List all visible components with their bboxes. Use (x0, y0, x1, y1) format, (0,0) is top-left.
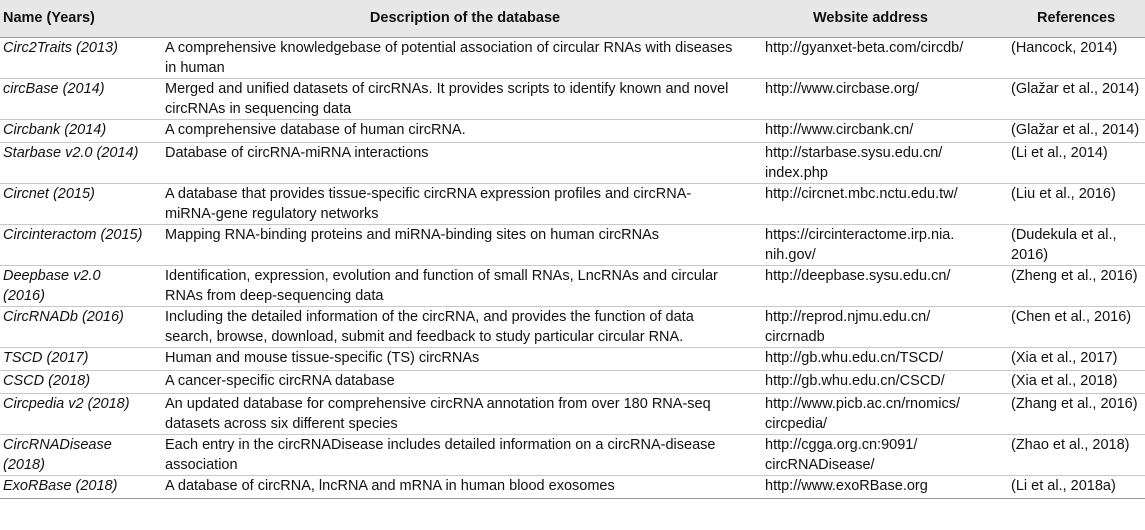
cell-reference: (Dudekula et al., 2016) (1011, 227, 1117, 263)
cell-website: http://www.circbank.cn/ (765, 122, 914, 138)
cell-name: TSCD (2017) (3, 350, 89, 366)
cell-reference: (Zheng et al., 2016) (1011, 268, 1138, 284)
cell-name: Deepbase v2.0 (2016) (3, 268, 101, 304)
cell-name: CircRNADisease (2018) (3, 437, 112, 473)
table-row (0, 348, 1145, 371)
header-name: Name (Years) (3, 9, 95, 26)
cell-description: A database of circRNA, lncRNA and mRNA in human blood exosomes (165, 478, 615, 494)
table-row (0, 266, 1145, 307)
cell-name: Starbase v2.0 (2014) (3, 145, 139, 161)
cell-website: http://cgga.org.cn:9091/ circRNADisease/ (765, 437, 918, 473)
cell-website: http://www.circbase.org/ (765, 81, 919, 97)
cell-description: Each entry in the circRNADisease includes detailed information on a circRNA-disease association (165, 437, 716, 473)
cell-website: http://deepbase.sysu.edu.cn/ (765, 268, 951, 284)
cell-reference: (Glažar et al., 2014) (1011, 81, 1140, 97)
cell-reference: (Li et al., 2014) (1011, 145, 1108, 161)
table-row (0, 435, 1145, 476)
cell-name: Circbank (2014) (3, 122, 107, 138)
cell-reference: (Liu et al., 2016) (1011, 186, 1116, 202)
table-row (0, 307, 1145, 348)
cell-name: Circnet (2015) (3, 186, 95, 202)
cell-description: Database of circRNA-miRNA interactions (165, 145, 429, 161)
cell-website: http://gyanxet-beta.com/circdb/ (765, 40, 964, 56)
cell-reference: (Zhang et al., 2016) (1011, 396, 1138, 412)
cell-reference: (Hancock, 2014) (1011, 40, 1118, 56)
cell-website: http://circnet.mbc.nctu.edu.tw/ (765, 186, 958, 202)
table-row (0, 371, 1145, 394)
cell-reference: (Chen et al., 2016) (1011, 309, 1132, 325)
cell-reference: (Glažar et al., 2014) (1011, 122, 1140, 138)
cell-reference: (Li et al., 2018a) (1011, 478, 1116, 494)
cell-description: A comprehensive database of human circRNA. (165, 122, 466, 138)
cell-reference: (Xia et al., 2017) (1011, 350, 1118, 366)
cell-reference: (Xia et al., 2018) (1011, 373, 1118, 389)
cell-reference: (Zhao et al., 2018) (1011, 437, 1130, 453)
cell-website: https://circinteractome.irp.nia. nih.gov/ (765, 227, 955, 263)
cell-name: Circ2Traits (2013) (3, 40, 118, 56)
table-row (0, 225, 1145, 266)
table-row (0, 79, 1145, 120)
cell-website: http://gb.whu.edu.cn/TSCD/ (765, 350, 944, 366)
cell-website: http://www.exoRBase.org (765, 478, 928, 494)
cell-description: A comprehensive knowledgebase of potential association of circular RNAs with diseases in human (165, 40, 733, 76)
cell-name: CSCD (2018) (3, 373, 91, 389)
cell-description: Mapping RNA-binding proteins and miRNA-binding sites on human circRNAs (165, 227, 660, 243)
cell-description: An updated database for comprehensive circRNA annotation from over 180 RNA-seq datasets across six different species (165, 396, 711, 432)
cell-website: http://starbase.sysu.edu.cn/ index.php (765, 145, 943, 181)
cell-description: Merged and unified datasets of circRNAs. It provides scripts to identify known and novel circRNAs in sequencing data (165, 81, 729, 117)
table-row (0, 476, 1145, 499)
cell-name: ExoRBase (2018) (3, 478, 118, 494)
table-row (0, 184, 1145, 225)
cell-description: Identification, expression, evolution and function of small RNAs, LncRNAs and circular RNAs from deep-sequencing data (165, 268, 718, 304)
cell-description: A database that provides tissue-specific circRNA expression profiles and circRNA- miRNA-gene regulatory networks (165, 186, 692, 222)
cell-name: Circpedia v2 (2018) (3, 396, 130, 412)
cell-website: http://gb.whu.edu.cn/CSCD/ (765, 373, 945, 389)
header-references: References (1037, 9, 1116, 26)
cell-name: circBase (2014) (3, 81, 105, 97)
header-description: Description of the database (369, 9, 561, 26)
cell-description: Human and mouse tissue-specific (TS) circRNAs (165, 350, 480, 366)
header-website: Website address (813, 9, 928, 26)
cell-website: http://www.picb.ac.cn/rnomics/ circpedia/ (765, 396, 961, 432)
cell-description: Including the detailed information of the circRNA, and provides the function of data search, browse, download, submit and feedback to study particular circular RNA. (165, 309, 694, 345)
cell-description: A cancer-specific circRNA database (165, 373, 395, 389)
table-row (0, 120, 1145, 143)
table-row (0, 143, 1145, 184)
table-row (0, 394, 1145, 435)
cell-name: Circinteractom (2015) (3, 227, 143, 243)
cell-website: http://reprod.njmu.edu.cn/ circrnadb (765, 309, 931, 345)
table-row (0, 38, 1145, 79)
table-header (0, 0, 1145, 38)
cell-name: CircRNADb (2016) (3, 309, 124, 325)
